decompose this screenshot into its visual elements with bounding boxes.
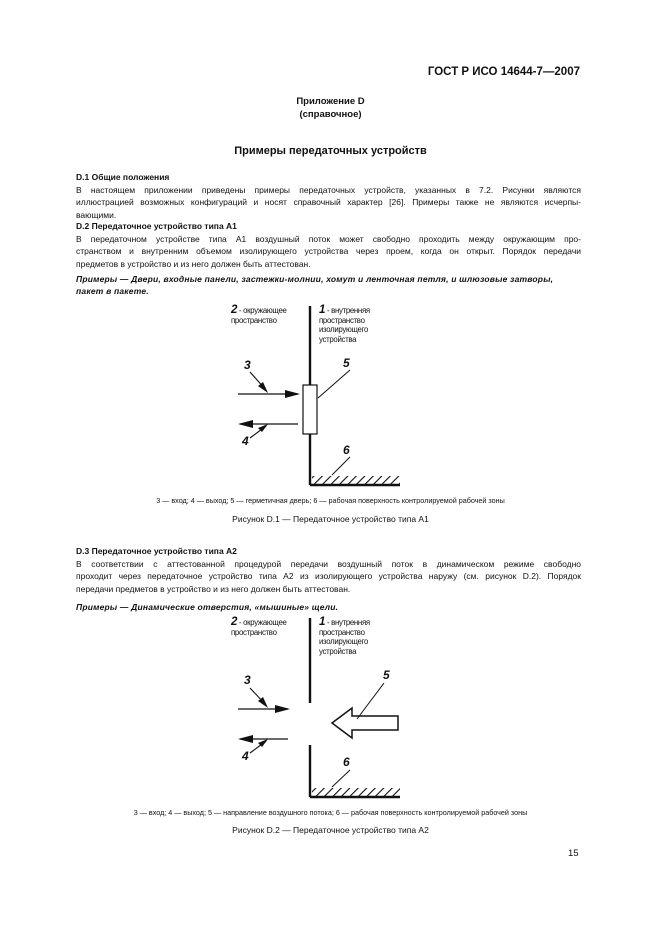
section-d1-heading: D.1 Общие положения <box>76 172 170 182</box>
fig1-legend: 3 — вход; 4 — выход; 5 — герметичная дверь; 6 — рабочая поверхность контролируемой рабочей зоны <box>156 496 505 505</box>
fig2-inlet-arrow <box>238 688 290 713</box>
fig2-label-5: 5 <box>383 668 390 682</box>
paragraph-line: проходит через передаточное устройство типа А2 из изолирующего устройства наружу (см. рисунок D.2). Порядок <box>76 571 581 582</box>
fig1-work-surface-hatch <box>312 476 400 484</box>
main-title: Примеры передаточных устройств <box>234 145 427 157</box>
paragraph-line: вающими. <box>76 209 117 220</box>
page-number: 15 <box>568 848 579 859</box>
fig1-label-5: 5 <box>343 356 350 370</box>
fig2-label-6: 6 <box>343 755 350 769</box>
fig1-label-4: 4 <box>242 434 249 448</box>
appendix-title: Приложение D <box>296 96 365 107</box>
section-d2-examples: Примеры — Двери, входные панели, застежки-молнии, хомут и ленточная петля, и шлюзовые затворы, пакет в пакете. <box>76 274 554 297</box>
section-d3-examples: Примеры — Динамические отверстия, «мышиные» щели. <box>76 602 339 612</box>
fig1-outlet-arrow <box>238 420 298 438</box>
fig1-inner-label: 1 - внутренняя пространство изолирующего устройства <box>319 304 370 344</box>
paragraph-line: В настоящем приложении приведены примеры передаточных устройств, указанных в 7.2. Рисунки являются <box>76 185 581 195</box>
appendix-subtitle: (справочное) <box>299 109 362 120</box>
fig2-leader-6 <box>332 770 350 787</box>
fig1-label-3: 3 <box>244 358 251 372</box>
fig2-outer-label: 2 - окружающее пространство <box>231 616 287 637</box>
paragraph-line: В соответствии с аттестованной процедурой передачи воздушный поток в динамическом режиме свободно <box>76 559 581 569</box>
paragraph-line: предметов в устройство и из него должен быть аттестован. <box>76 258 311 269</box>
fig2-label-3: 3 <box>244 673 251 687</box>
section-d3-paragraph <box>76 558 581 595</box>
fig1-leader-6 <box>332 457 350 475</box>
fig2-legend: 3 — вход; 4 — выход; 5 — направление воздушного потока; 6 — рабочая поверхность контролируемой рабочей зоны <box>133 808 528 817</box>
fig2-airflow-arrow <box>332 708 398 738</box>
section-d2-heading: D.2 Передаточное устройство типа А1 <box>76 221 237 231</box>
fig2-work-surface-hatch <box>312 788 400 796</box>
fig2-leader-5 <box>357 683 384 719</box>
fig1-sealed-door <box>303 385 317 434</box>
fig1-leader-5 <box>318 370 350 398</box>
fig1-label-6: 6 <box>343 443 350 457</box>
document-header: ГОСТ Р ИСО 14644-7—2007 <box>427 66 580 78</box>
fig2-caption: Рисунок D.2 — Передаточное устройство типа А2 <box>232 825 429 835</box>
section-d3-heading: D.3 Передаточное устройство типа А2 <box>76 546 237 556</box>
paragraph-line: передачи предметов в устройство и из него должен быть аттестован. <box>76 583 351 594</box>
paragraph-line: странством и внутренним объемом изолирующего устройства через проем, когда он открыт. Порядок передачи <box>76 246 581 257</box>
fig1-outer-label: 2 - окружающее пространство <box>231 304 287 325</box>
fig2-label-4: 4 <box>242 749 249 763</box>
fig1-inlet-arrow <box>238 372 300 398</box>
paragraph-line: иллюстрацией возможных конфигураций и носят справочный характер [26]. Примеры также не являются исчерпы- <box>76 197 581 208</box>
paragraph-line: В передаточном устройстве типа А1 воздушный поток может свободно проходить между окружающим про- <box>76 234 581 244</box>
fig1-caption: Рисунок D.1 — Передаточное устройство типа А1 <box>232 514 429 524</box>
fig2-inner-label: 1 - внутренняя пространство изолирующего устройства <box>319 616 370 656</box>
